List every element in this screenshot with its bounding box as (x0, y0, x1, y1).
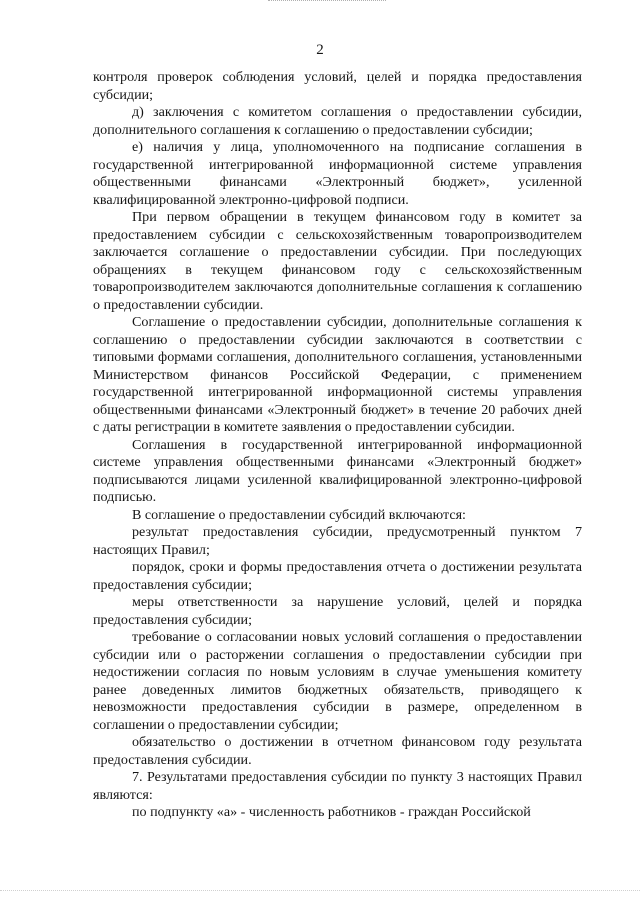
paragraph-continuation: контроля проверок соблюдения условий, целей и порядка предоставления субсидии; (93, 69, 582, 103)
paragraph-agreement-forms: Соглашение о предоставлении субсидии, дополнительные соглашения к соглашению о предоставлении субсидии заключаются в соответствии с типовыми формами соглашения, дополнительного соглашения, установленными Министерством финансов Российской Федерации, с применением государственной интегрированной информационной системы управления общественными финансами «Электронный бюджет» в течение 20 рабочих дней с даты регистрации в комитете заявления о предоставлении субсидии. (93, 314, 582, 435)
paragraph-section-7: 7. Результатами предоставления субсидии по пункту 3 настоящих Правил являются: (93, 769, 582, 803)
paragraph-subitem-a: по подпункту «а» - численность работников - граждан Российской (132, 804, 531, 820)
list-item-responsibility: меры ответственности за нарушение условий, целей и порядка предоставления субсидии; (93, 594, 582, 628)
scan-edge-top (268, 0, 386, 3)
list-item-report: порядок, сроки и формы предоставления отчета о достижении результата предоставления субсидии; (93, 559, 582, 593)
paragraph-first-appeal: При первом обращении в текущем финансовом году в комитет за предоставлением субсидии с сельскохозяйственным товаропроизводителем заключается соглашение о предоставлении субсидии. При последующих обращениях в текущем финансовом году с сельскохозяйственным товаропроизводителем заключаются дополнительные соглашения к соглашению о предоставлении субсидии. (93, 209, 582, 313)
paragraph-agreement-includes: В соглашение о предоставлении субсидий включаются: (132, 506, 466, 523)
page-number: 2 (316, 42, 324, 58)
scan-edge-bottom (0, 890, 640, 892)
paragraph-agreement-signing: Соглашения в государственной интегрированной информационной системе управления общественными финансами «Электронный бюджет» подписываются лицами усиленной квалифицированной электронно-цифровой подписью. (93, 436, 582, 505)
list-item-requirement: требование о согласовании новых условий соглашения о предоставлении субсидии или о расторжении соглашения о предоставлении субсидии при недостижении согласия по новым условиям в случае уменьшения комитету ранее доведенных лимитов бюджетных обязательств, приводящего к невозможности предоставления субсидии в размере, определенном в соглашении о предоставлении субсидии; (93, 629, 582, 733)
document-body (93, 69, 582, 822)
paragraph-item-d: д) заключения с комитетом соглашения о предоставлении субсидии, дополнительного соглашения к соглашению о предоставлении субсидии; (93, 104, 582, 138)
paragraph-item-e: е) наличия у лица, уполномоченного на подписание соглашения в государственной интегрированной информационной системе управления общественными финансами «Электронный бюджет», усиленной квалифицированной электронно-цифровой подписи. (93, 139, 582, 208)
list-item-obligation: обязательство о достижении в отчетном финансовом году результата предоставления субсидии. (93, 734, 582, 768)
list-item-result: результат предоставления субсидии, предусмотренный пунктом 7 настоящих Правил; (93, 524, 582, 558)
